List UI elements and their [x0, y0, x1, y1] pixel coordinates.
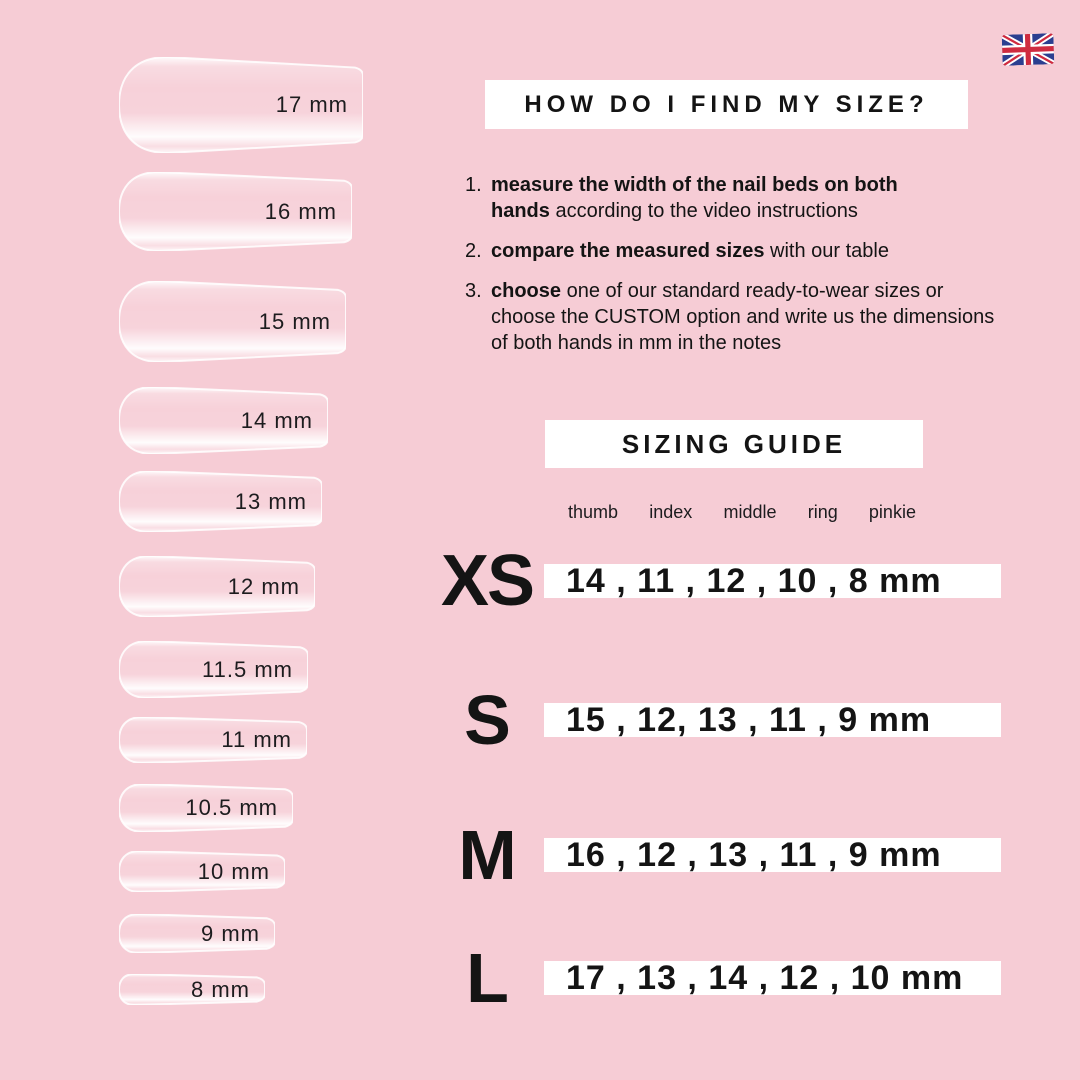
- how-to-header: [485, 80, 968, 129]
- size-row-l: [430, 939, 1001, 1017]
- size-row-xs: [430, 541, 1001, 621]
- how-to-title: HOW DO I FIND MY SIZE?: [524, 90, 929, 118]
- nail-size-label: 13 mm: [234, 488, 307, 514]
- finger-column-label: ring: [807, 502, 838, 522]
- size-values-bar: [544, 958, 1001, 997]
- step-text: measure the width of the nail beds on both hands according to the video instructions: [491, 174, 898, 222]
- step-text: choose one of our standard ready-to-wear sizes or choose the CUSTOM option and write us the dimensions of both hands in mm in the notes: [491, 280, 995, 354]
- size-values-bar: [544, 700, 1001, 739]
- size-values-bar: [544, 835, 1001, 874]
- size-letter: XS: [440, 541, 534, 621]
- how-to-steps: [465, 172, 1035, 370]
- nail-tip-16-mm: [119, 172, 352, 251]
- finger-column-label: index: [649, 502, 693, 522]
- how-to-step: [465, 172, 1035, 224]
- step-number: 2.: [465, 240, 482, 262]
- how-to-step: [465, 278, 1035, 356]
- size-values-bar: [544, 561, 1001, 600]
- sizing-guide-header: [545, 420, 923, 468]
- nail-tip-8-mm: [119, 974, 265, 1005]
- step-number: 1.: [465, 174, 482, 196]
- size-values: 16 , 12 , 13 , 11 , 9 mm: [566, 835, 942, 874]
- step-text: compare the measured sizes with our table: [491, 240, 889, 262]
- nail-size-label: 14 mm: [240, 407, 313, 433]
- nail-tip-10-5-mm: [119, 784, 293, 832]
- nail-tip-10-mm: [119, 851, 285, 892]
- step-number: 3.: [465, 280, 482, 302]
- nail-size-label: 10.5 mm: [185, 795, 278, 820]
- nail-tip-13-mm: [119, 471, 322, 532]
- nail-size-label: 15 mm: [258, 308, 331, 334]
- nail-size-label: 9 mm: [201, 920, 260, 946]
- size-row-m: [430, 816, 1001, 894]
- nail-tip-14-mm: [119, 387, 328, 454]
- size-values: 17 , 13 , 14 , 12 , 10 mm: [566, 958, 964, 997]
- nail-size-label: 11.5 mm: [202, 656, 293, 682]
- size-letter: S: [464, 681, 510, 759]
- size-letter: L: [466, 939, 508, 1017]
- finger-column-labels: [568, 502, 916, 523]
- finger-column-label: pinkie: [868, 502, 916, 522]
- nail-size-label: 12 mm: [227, 573, 300, 599]
- nail-size-label: 8 mm: [191, 976, 250, 1002]
- nail-size-label: 17 mm: [275, 92, 348, 117]
- size-values: 14 , 11 , 12 , 10 , 8 mm: [566, 561, 942, 600]
- nail-tip-11-5-mm: [119, 641, 308, 698]
- nail-size-label: 11 mm: [221, 727, 292, 752]
- sizing-guide-title: SIZING GUIDE: [621, 428, 847, 459]
- nail-tip-9-mm: [119, 914, 275, 953]
- size-letter: M: [458, 816, 516, 894]
- nail-size-label: 10 mm: [197, 858, 270, 884]
- nail-tip-15-mm: [119, 281, 346, 362]
- nail-tip-11-mm: [119, 717, 307, 763]
- finger-column-label: thumb: [568, 502, 619, 522]
- uk-flag-icon: [1001, 33, 1054, 66]
- size-row-s: [430, 681, 1001, 759]
- nail-tip-12-mm: [119, 556, 315, 617]
- size-values: 15 , 12, 13 , 11 , 9 mm: [566, 700, 932, 739]
- how-to-step: [465, 238, 1035, 264]
- finger-column-label: middle: [723, 502, 777, 522]
- nail-tip-17-mm: [119, 57, 363, 153]
- nail-size-label: 16 mm: [264, 198, 337, 224]
